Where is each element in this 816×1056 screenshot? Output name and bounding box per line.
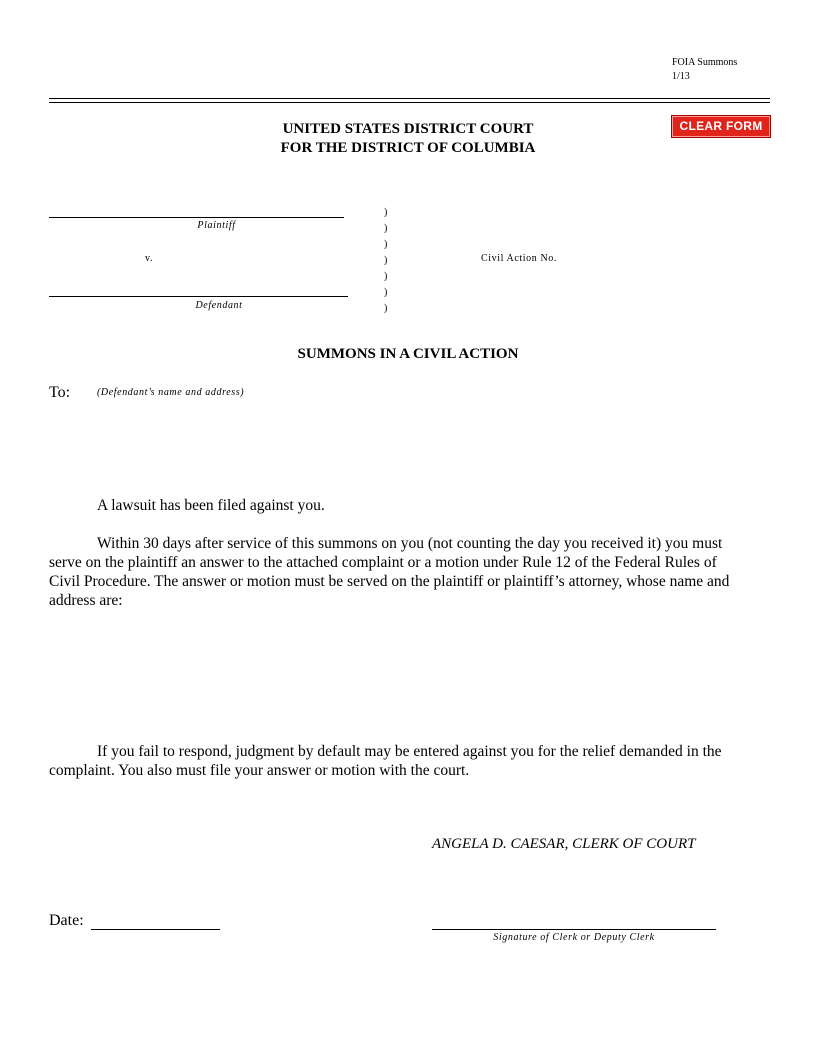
default-line-1: If you fail to respond, judgment by default may be entered against you for the relief demanded in the: [97, 743, 722, 760]
defendant-address-field[interactable]: [97, 402, 769, 472]
signature-label: Signature of Clerk or Deputy Clerk: [493, 932, 655, 943]
signature-field[interactable]: [432, 929, 716, 930]
caption-paren: ): [384, 255, 388, 266]
caption-paren: ): [384, 239, 388, 250]
form-revision-date: 1/13: [672, 71, 690, 82]
defendant-address-hint: (Defendant’s name and address): [97, 387, 245, 398]
clear-form-button[interactable]: CLEAR FORM: [671, 115, 771, 138]
caption-paren: ): [384, 207, 388, 218]
form-name: FOIA Summons: [672, 57, 738, 68]
lawsuit-notice: A lawsuit has been filed against you.: [97, 497, 325, 514]
caption-parens: [384, 205, 387, 317]
court-name: UNITED STATES DISTRICT COURT: [282, 121, 534, 137]
caption-paren: ): [384, 303, 388, 314]
response-line-1: Within 30 days after service of this summons on you (not counting the day you received it) you must: [97, 535, 723, 552]
date-label: Date:: [49, 912, 84, 929]
clerk-of-court: ANGELA D. CAESAR, CLERK OF COURT: [432, 836, 696, 852]
header-rule-bottom: [49, 102, 770, 103]
default-judgment-warning: [49, 742, 771, 780]
response-instructions: [49, 534, 771, 610]
summons-title: SUMMONS IN A CIVIL ACTION: [297, 346, 519, 362]
civil-action-number-field[interactable]: [575, 248, 765, 266]
defendant-label-wrap: [49, 300, 441, 311]
response-line-2: serve on the plaintiff an answer to the attached complaint or a motion under Rule 12 of the Federal Rules of: [49, 554, 717, 571]
form-identifier: [672, 56, 737, 84]
defendant-label: Defendant: [195, 300, 243, 311]
plaintiff-label: Plaintiff: [197, 220, 236, 231]
caption-paren: ): [384, 271, 388, 282]
court-district: FOR THE DISTRICT OF COLUMBIA: [280, 140, 536, 156]
versus-label: v.: [145, 253, 154, 264]
attorney-address-field[interactable]: [97, 620, 769, 720]
response-line-3: Civil Procedure. The answer or motion must be served on the plaintiff or plaintiff’s attorney, whose name and: [49, 573, 730, 590]
date-field[interactable]: [91, 929, 220, 930]
caption-paren: ): [384, 223, 388, 234]
to-label: To:: [49, 384, 71, 401]
caption-paren: ): [384, 287, 388, 298]
header-rule-top: [49, 98, 770, 99]
defendant-field[interactable]: [49, 296, 348, 297]
civil-action-label: Civil Action No.: [481, 253, 557, 264]
response-line-4: address are:: [49, 592, 123, 609]
plaintiff-field[interactable]: [49, 217, 344, 218]
default-line-2: complaint. You also must file your answer or motion with the court.: [49, 762, 470, 779]
